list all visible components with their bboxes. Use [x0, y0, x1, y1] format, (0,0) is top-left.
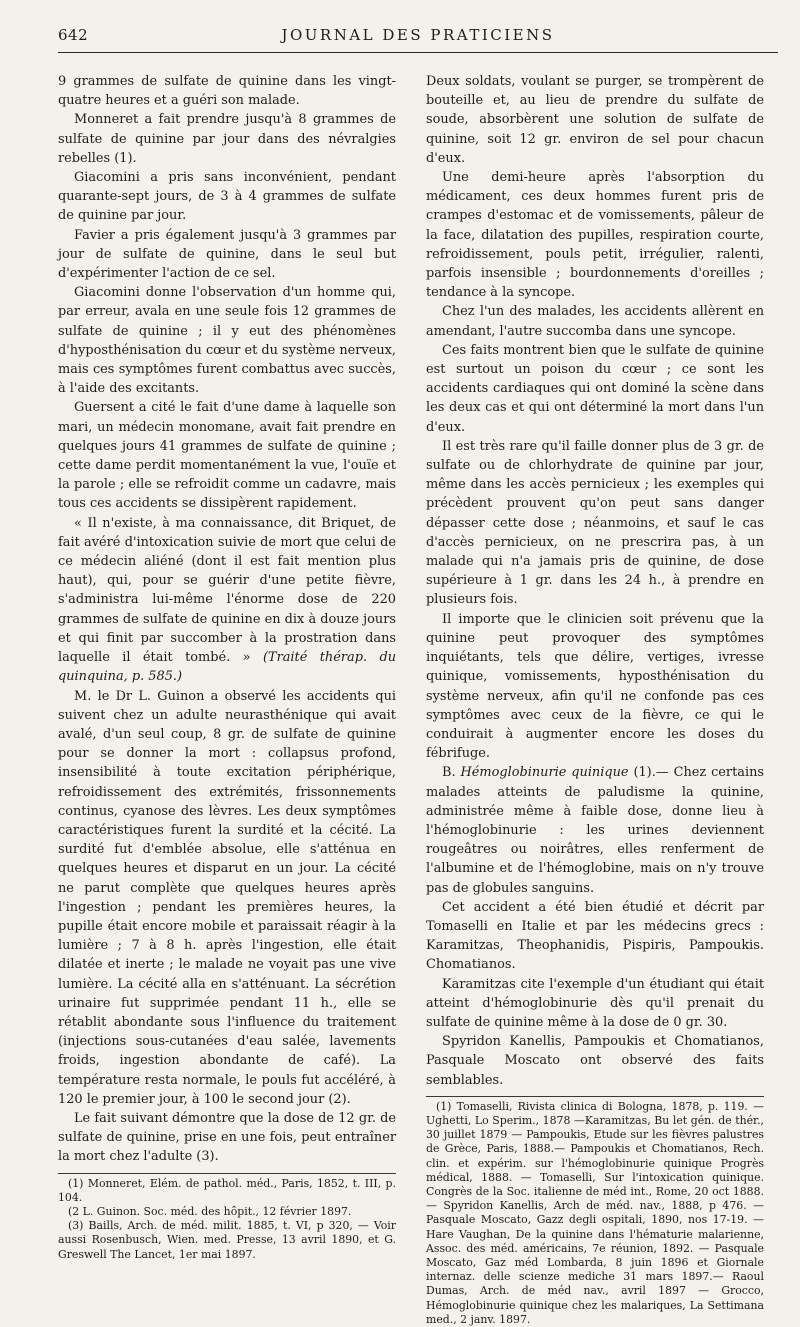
section-b-paragraph [426, 763, 764, 897]
paragraph: Une demi-heure après l'absorption du médicament, ces deux hommes furent pris de crampes d'estomac et de vomissements, pâleur de la face, dilatation des pupilles, respiration courte, refroidissement, pouls petit, irrégulier, ralenti, parfois insensible ; bourdonnements d'oreilles ; tendance à la syncope. [426, 170, 764, 301]
paragraph [58, 514, 396, 687]
footnote: (2 L. Guinon. Soc. méd. des hôpit., 12 février 1897. [68, 1204, 352, 1218]
paragraph: Chez l'un des malades, les accidents allèrent en amendant, l'autre succomba dans une syncope. [426, 304, 764, 339]
right-footnotes [426, 1096, 764, 1327]
paragraph: Favier a pris également jusqu'à 3 grammes par jour de sulfate de quinine, dans le seul but d'expérimenter l'action de ce sel. [58, 227, 396, 282]
paragraph: Karamitzas cite l'exemple d'un étudiant qui était atteint d'hémoglobinurie dès qu'il prenait du sulfate de quinine même à la dose de 0 gr. 30. [426, 976, 764, 1030]
paragraph: Giacomini donne l'observation d'un homme qui, par erreur, avala en une seule fois 12 grammes de sulfate de quinine ; il y eut des phénomènes d'hyposthénisation du cœur et du système nerveux, mais ces symptômes furent combattus avec succès, à l'aide des excitants. [58, 285, 396, 397]
paragraph: Cet accident a été bien étudié et décrit par Tomaselli en Italie et par les médecins grecs : Karamitzas, Theophanidis, Pispiris, Pampoukis. Chomatianos. [426, 899, 764, 973]
paragraph: Il est très rare qu'il faille donner plus de 3 gr. de sulfate ou de chlorhydrate de quinine par jour, même dans les accès pernicieux ; les exemples qui précèdent prouvent qu'on peut sans danger dépasser cette dose ; néanmoins, et sauf le cas d'accès pernicieux, on ne prescrira pas, à un malade qui n'a jamais pris de quinine, de dose supérieure à 1 gr. dans les 24 h., à prendre en plusieurs fois. [426, 438, 764, 608]
header-rule [58, 52, 778, 53]
section-b-title: Hémoglobinurie quinique [460, 765, 629, 781]
right-column [426, 72, 764, 1327]
paragraph: Giacomini a pris sans inconvénient, pendant quarante-sept jours, de 3 à 4 grammes de sulfate de quinine par jour. [58, 170, 396, 224]
footnote: (1) Tomaselli, Rivista clinica di Bologna, 1878, p. 119. — Ughetti, Lo Sperim., 1878 —Karamitzas, Bu let gén. de thér., 30 juillet 1879 — Pampoukis, Etude sur les fièvres palustres de Grèce, Paris, 1888.— Pampoukis et Chomatianos, Rech. clin. et expérim. sur l'hémoglobinurie quinique Progrès médical, 1888. — Tomaselli, Sur l'intoxication quinique. Congrès de la Soc. italienne de méd int., Rome, 20 oct 1888. — Spyridon Kanellis, Arch de méd. nav., 1888, p 476. — Pasquale Moscato, Gazz degli ospitali, 1890, nos 17-19. — Hare Vaughan, De la quinine dans l'hématurie malarienne, Assoc. des méd. américains, 7e réunion, 1892. — Pasquale Moscato, Gaz méd Lombarda, 8 juin 1896 et Giornale internaz. delle scienze mediche 31 mars 1897.— Raoul Dumas, Arch. de méd nav., avril 1897 — Grocco, Hémoglobinurie quinique chez les malariques, La Settimana med., 2 janv. 1897. [426, 1099, 764, 1326]
running-title: JOURNAL DES PRATICIENS [281, 26, 555, 44]
page-header [58, 22, 778, 52]
footnote: (1) Monneret, Elém. de pathol. méd., Paris, 1852, t. III, p. 104. [58, 1176, 396, 1204]
page-number: 642 [58, 26, 89, 44]
paragraph: Spyridon Kanellis, Pampoukis et Chomatianos, Pasquale Moscato ont observé des faits semblables. [426, 1034, 764, 1088]
paragraph: M. le Dr L. Guinon a observé les accidents qui suivent chez un adulte neurasthénique qui avait avalé, d'un seul coup, 8 gr. de sulfate de quinine pour se donner la mort : collapsus profond, insensibilité à toute excitation périphérique, refroidissement des extrémités, frissonnements continus, cyanose des lèvres. Les deux symptômes caractéristiques furent la surdité et la cécité. La surdité fut d'emblée absolue, elle s'atténua en quelques heures et disparut en un jour. La cécité ne parut complète que quelques heures après l'ingestion ; pendant les premières heures, la pupille était encore mobile et paraissait réagir à la lumière ; 7 à 8 h. après l'ingestion, elle était dilatée et inerte ; le malade ne voyait pas une vive lumière. La cécité alla en s'atténuant. La sécrétion urinaire fut supprimée pendant 11 h., elle se rétablit abondante sous l'influence du traitement (injections sous-cutanées d'eau salée, lavements froids, ingestion abondante de café). La température resta normale, le pouls fut accéléré, à 120 le premier jour, à 100 le second jour (2). [58, 688, 396, 1107]
paragraph: Il importe que le clinicien soit prévenu que la quinine peut provoquer des symptômes inquiétants, tels que délire, vertiges, ivresse quinique, vomissements, hyposthénisation du système nerveux, afin qu'il ne confonde pas ces symptômes avec ceux de la fièvre, ce qui le conduirait à augmenter encore les doses du fébrifuge. [426, 611, 764, 762]
paragraph: Deux soldats, voulant se purger, se trompèrent de bouteille et, au lieu de prendre du sulfate de soude, absorbèrent une solution de sulfate de quinine, soit 12 gr. environ de sel pour chacun d'eux. [426, 74, 764, 166]
paragraph: Guersent a cité le fait d'une dame à laquelle son mari, un médecin monomane, avait fait prendre en quelques jours 41 grammes de sulfate de quinine ; cette dame perdit momentanément la vue, l'ouïe et la parole ; elle se refroidit comme un cadavre, mais tous ces accidents se dissipèrent rapidement. [58, 400, 396, 512]
paragraph: Ces faits montrent bien que le sulfate de quinine est surtout un poison du cœur ; ce sont les accidents cardiaques qui ont dominé la scène dans les deux cas et qui ont déterminé la mort dans l'un d'eux. [426, 342, 764, 435]
left-column [58, 72, 396, 1262]
briquet-quote: « Il n'existe, à ma connaissance, dit Briquet, de fait avéré d'intoxication suivie de mort que celui de ce médecin aliéné (dont il est fait mention plus haut), qui, pour se guérir d'une petite fièvre, s'administra lui-même l'énorme dose de 220 grammes de sulfate de quinine en dix à douze jours et qui finit par succomber à la prostration dans laquelle il était tombé. » [58, 515, 396, 666]
paragraph: 9 grammes de sulfate de quinine dans les vingt-quatre heures et a guéri son malade. [58, 74, 396, 109]
left-footnotes [58, 1173, 396, 1262]
section-b-label: B. [442, 765, 456, 781]
section-b-text: (1).— Chez certains malades atteints de paludisme la quinine, administrée même à faible dose, donne lieu à l'hémoglobinurie : les urines deviennent rougeâtres ou noirâtres, elles renferment de l'albumine et de l'hémoglobine, mais on n'y trouve pas de globules sanguins. [426, 765, 764, 896]
paragraph: Monneret a fait prendre jusqu'à 8 grammes de sulfate de quinine par jour dans des névralgies rebelles (1). [58, 112, 396, 166]
citation-reference: (Traité thérap. du quinquina, p. 585.) [58, 650, 396, 685]
footnote: (3) Baills, Arch. de méd. milit. 1885, t. VI, p 320, — Voir aussi Rosenbusch, Wien. med. Presse, 13 avril 1890, et G. Greswell The Lancet, 1er mai 1897. [58, 1219, 396, 1261]
paragraph: Le fait suivant démontre que la dose de 12 gr. de sulfate de quinine, prise en une fois, peut entraîner la mort chez l'adulte (3). [58, 1110, 396, 1165]
